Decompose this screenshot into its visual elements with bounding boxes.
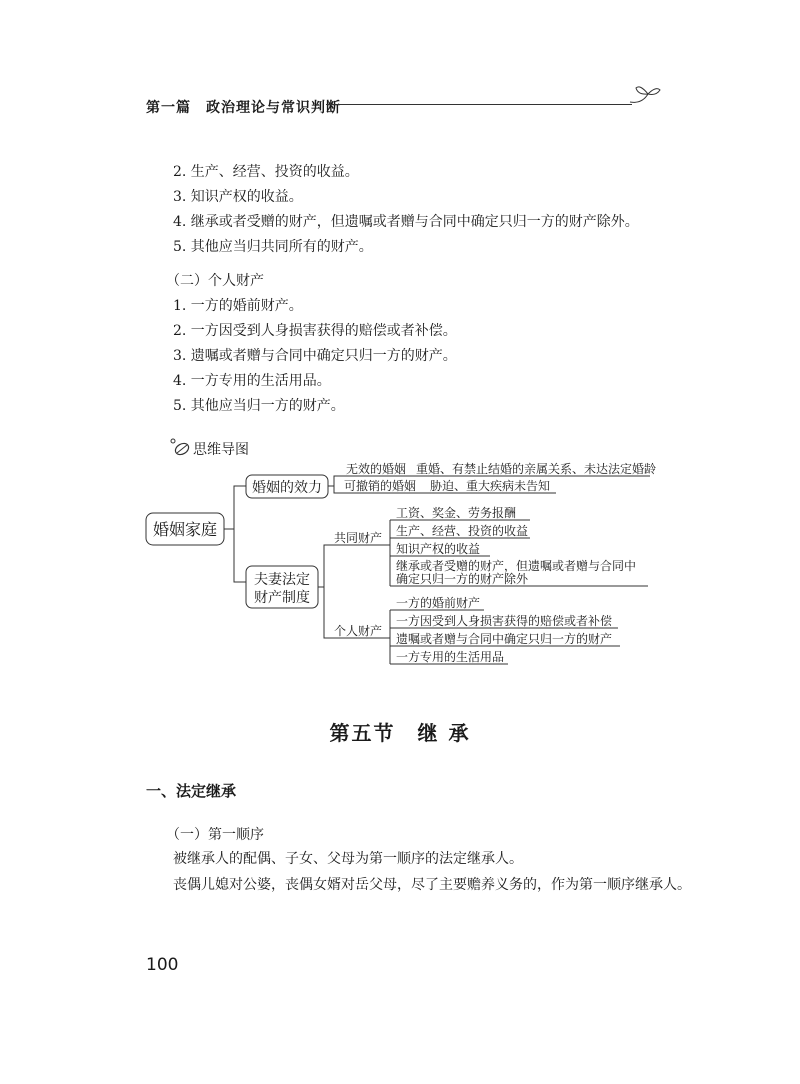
mindmap-leaf: 一方的婚前财产 [396, 596, 481, 610]
list-item: 5. 其他应当归共同所有的财产。 [173, 239, 373, 255]
list-item: 2. 一方因受到人身损害获得的赔偿或者补偿。 [173, 323, 457, 339]
mindmap-leaf: 生产、经营、投资的收益 [396, 524, 529, 538]
mindmap-leaf: 确定只归一方的财产除外 [396, 572, 529, 586]
mindmap-leaf: 继承或者受赠的财产，但遗嘱或者赠与合同中 [396, 559, 637, 573]
mindmap-node-property-system: 财产制度 [254, 590, 310, 606]
mindmap-leaf: 知识产权的收益 [396, 542, 481, 556]
mindmap-leaf: 一方因受到人身损害获得的赔偿或者补偿 [396, 614, 613, 628]
section-title: 第五节 继 承 [329, 721, 471, 745]
list-item: 1. 一方的婚前财产。 [173, 298, 303, 314]
mindmap-leaf: 可撤销的婚姻 [344, 479, 417, 493]
mindmap-leaf: 工资、奖金、劳务报酬 [396, 506, 517, 520]
mindmap-leaf: 胁迫、重大疾病未告知 [430, 479, 551, 493]
paragraph: 丧偶儿媳对公婆，丧偶女婿对岳父母，尽了主要赡养义务的，作为第一顺序继承人。 [173, 877, 691, 893]
list-item: 4. 继承或者受赠的财产，但遗嘱或者赠与合同中确定只归一方的财产除外。 [173, 214, 639, 230]
list-item: 4. 一方专用的生活用品。 [173, 373, 331, 389]
section-heading: 一、法定继承 [146, 782, 237, 800]
mindmap-label: 思维导图 [193, 442, 249, 458]
page-number: 100 [146, 955, 179, 975]
mindmap-leaf: 无效的婚姻 [346, 462, 407, 476]
mindmap-leaf: 重婚、有禁止结婚的亲属关系、未达法定婚龄 [416, 462, 657, 476]
list-item: 5. 其他应当归一方的财产。 [173, 398, 345, 414]
subsection-heading: （一）第一顺序 [166, 827, 264, 843]
mindmap-root: 婚姻家庭 [152, 520, 218, 539]
mindmap-node-personal-property: 个人财产 [334, 624, 383, 638]
running-header-title: 第一篇 政治理论与常识判断 [146, 100, 341, 116]
list-item: 3. 知识产权的收益。 [173, 189, 303, 205]
mindmap-node-property-system: 夫妻法定 [254, 572, 310, 588]
subsection-heading: （二）个人财产 [166, 273, 264, 289]
mindmap-node-marriage-effect: 婚姻的效力 [252, 480, 322, 496]
list-item: 3. 遗嘱或者赠与合同中确定只归一方的财产。 [173, 348, 457, 364]
mindmap-leaf: 一方专用的生活用品 [396, 650, 505, 664]
mindmap-leaf: 遗嘱或者赠与合同中确定只归一方的财产 [396, 632, 613, 646]
mindmap-node-common-property: 共同财产 [334, 531, 383, 545]
list-item: 2. 生产、经营、投资的收益。 [173, 164, 359, 180]
paragraph: 被继承人的配偶、子女、父母为第一顺序的法定继承人。 [173, 851, 523, 867]
